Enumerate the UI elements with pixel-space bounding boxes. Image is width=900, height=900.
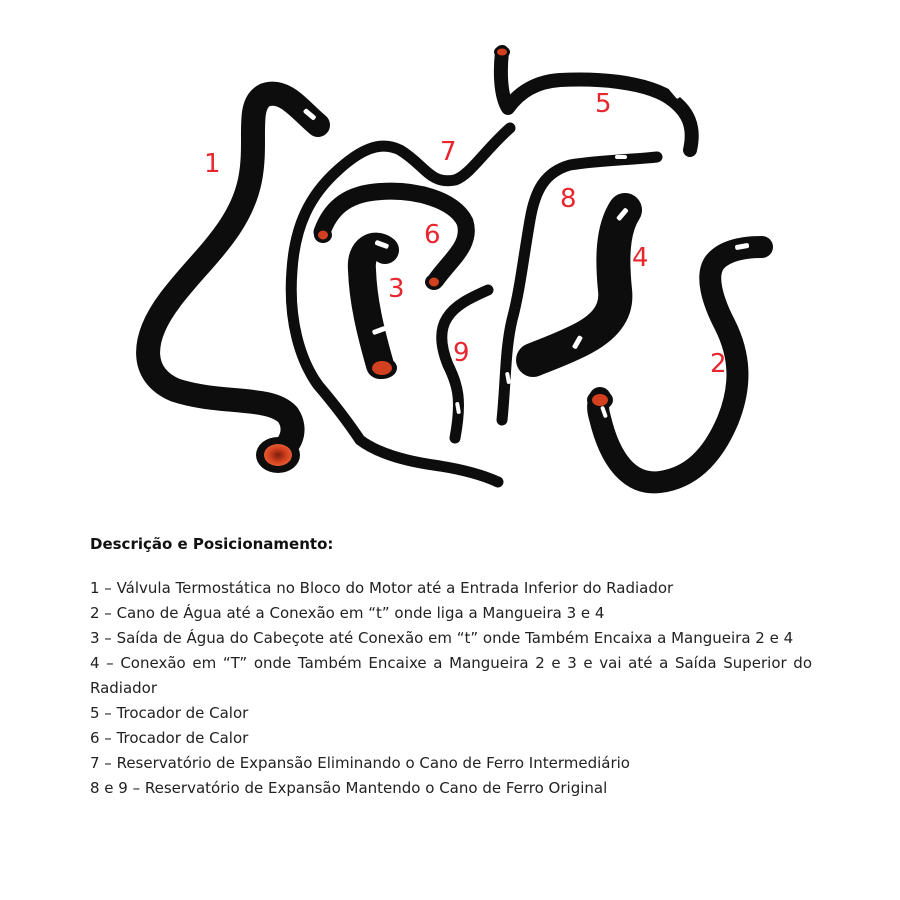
description-item-7: 7 – Reservatório de Expansão Eliminando o Cano de Ferro Intermediário xyxy=(90,754,630,772)
hose-6 xyxy=(322,191,466,280)
description-item-8-9: 8 e 9 – Reservatório de Expansão Mantendo o Cano de Ferro Original xyxy=(90,779,608,797)
description-item-5: 5 – Trocador de Calor xyxy=(90,704,249,722)
hose-number-8: 8 xyxy=(560,184,577,214)
hose-number-1: 1 xyxy=(204,149,221,179)
hose-number-5: 5 xyxy=(595,89,612,119)
description-item-2: 2 – Cano de Água até a Conexão em “t” onde liga a Mangueira 3 e 4 xyxy=(90,604,605,622)
description-section xyxy=(90,532,812,801)
description-title: Descrição e Posicionamento: xyxy=(90,535,334,553)
hose-3 xyxy=(362,247,385,365)
description-item-6: 6 – Trocador de Calor xyxy=(90,729,249,747)
hose-number-7: 7 xyxy=(440,137,457,167)
hose-number-9: 9 xyxy=(453,338,470,368)
hose-number-3: 3 xyxy=(388,274,405,304)
hose-number-2: 2 xyxy=(710,349,727,379)
description-item-4: 4 – Conexão em “T” onde Também Encaixe a Mangueira 2 e 3 e vai até a Saída Superior do Radiador xyxy=(90,654,812,697)
description-item-1: 1 – Válvula Termostática no Bloco do Motor até a Entrada Inferior do Radiador xyxy=(90,579,674,597)
description-item-3: 3 – Saída de Água do Cabeçote até Conexão em “t” onde Também Encaixa a Mangueira 2 e 4 xyxy=(90,629,794,647)
hose-number-4: 4 xyxy=(632,243,649,273)
hose-7 xyxy=(291,128,510,482)
hose-number-6: 6 xyxy=(424,220,441,250)
